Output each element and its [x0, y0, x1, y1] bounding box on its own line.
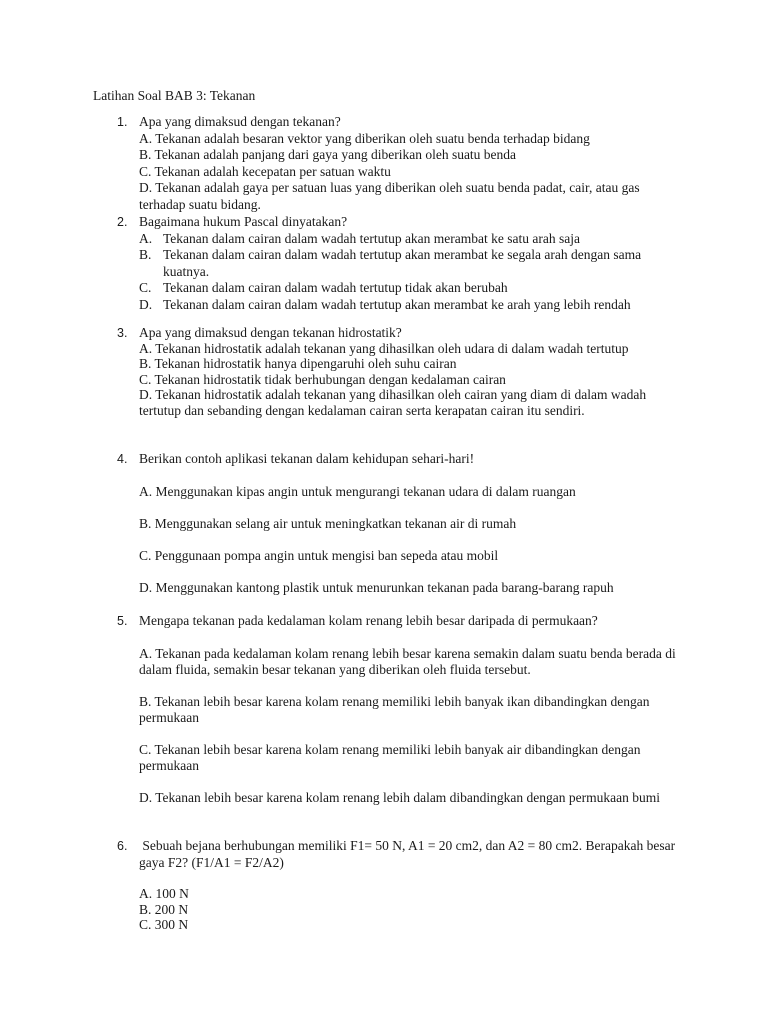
option-b: B. 200 N	[139, 901, 189, 917]
option-c: C. Tekanan lebih besar karena kolam renang memiliki lebih banyak air dibandingkan dengan permukaan	[139, 741, 641, 773]
question-6	[117, 838, 677, 933]
question-number: 3.	[117, 326, 128, 340]
option-b	[139, 247, 677, 280]
option-a: A. 100 N	[139, 886, 189, 901]
option-a	[139, 231, 677, 248]
option-d: D. Tekanan hidrostatik adalah tekanan yang dihasilkan oleh cairan yang diam di dalam wadah tertutup dan sebanding dengan kedalaman cairan serta kerapatan cairan itu sendiri.	[139, 387, 647, 418]
option-text: Tekanan dalam cairan dalam wadah tertutup akan merambat ke satu arah saja	[163, 230, 580, 246]
question-2	[117, 214, 677, 313]
option-c: C. 300 N	[139, 917, 189, 932]
option-d	[139, 297, 677, 314]
question-text: Bagaimana hukum Pascal dinyatakan?	[139, 214, 348, 229]
question-text: Apa yang dimaksud dengan tekanan?	[139, 114, 341, 129]
question-number: 5.	[117, 614, 128, 628]
question-1	[117, 114, 677, 213]
option-a: A. Tekanan adalah besaran vektor yang diberikan oleh suatu benda terhadap bidang	[139, 130, 590, 146]
option-c	[139, 280, 677, 297]
option-b: B. Tekanan lebih besar karena kolam renang memiliki lebih banyak ikan dibandingkan dengan permukaan	[139, 693, 650, 725]
option-text: Tekanan dalam cairan dalam wadah tertutup tidak akan berubah	[163, 280, 508, 295]
question-number: 2.	[117, 215, 128, 229]
question-number: 4.	[117, 452, 128, 466]
question-5	[117, 613, 677, 806]
option-c: C. Tekanan hidrostatik tidak berhubungan dengan kedalaman cairan	[139, 371, 506, 387]
option-c: C. Tekanan adalah kecepatan per satuan waktu	[139, 163, 391, 179]
question-text: Mengapa tekanan pada kedalaman kolam renang lebih besar daripada di permukaan?	[139, 613, 598, 628]
question-text: Sebuah bejana berhubungan memiliki F1= 50 N, A1 = 20 cm2, dan A2 = 80 cm2. Berapakah besar gaya F2? (F1/A1 = F2/A2)	[139, 838, 679, 870]
question-text: Apa yang dimaksud dengan tekanan hidrostatik?	[139, 325, 402, 340]
option-text: Tekanan dalam cairan dalam wadah tertutup akan merambat ke arah yang lebih rendah	[163, 296, 631, 312]
option-d: D. Menggunakan kantong plastik untuk menurunkan tekanan pada barang-barang rapuh	[139, 579, 614, 595]
option-b: B. Menggunakan selang air untuk meningkatkan tekanan air di rumah	[139, 515, 517, 531]
question-4	[117, 451, 677, 596]
option-letter: A.	[139, 230, 153, 246]
question-number: 1.	[117, 115, 128, 129]
question-number: 6.	[117, 839, 128, 853]
document-title: Latihan Soal BAB 3: Tekanan	[93, 88, 256, 103]
option-d: D. Tekanan lebih besar karena kolam renang lebih dalam dibandingkan dengan permukaan bumi	[139, 789, 661, 805]
option-letter: D.	[139, 296, 153, 312]
option-a: A. Menggunakan kipas angin untuk mengurangi tekanan udara di dalam ruangan	[139, 483, 576, 499]
option-a: A. Tekanan pada kedalaman kolam renang lebih besar karena semakin dalam suatu benda berada di dalam fluida, semakin besar tekanan yang diberikan oleh fluida tersebut.	[139, 645, 676, 677]
option-letter: B.	[139, 247, 152, 262]
option-a: A. Tekanan hidrostatik adalah tekanan yang dihasilkan oleh udara di dalam wadah tertutup	[139, 340, 629, 356]
option-c: C. Penggunaan pompa angin untuk mengisi ban sepeda atau mobil	[139, 547, 499, 563]
question-3	[117, 325, 677, 418]
option-d: D. Tekanan adalah gaya per satuan luas yang diberikan oleh suatu benda padat, cair, atau gas terhadap suatu bidang.	[139, 180, 640, 212]
option-b: B. Tekanan adalah panjang dari gaya yang diberikan oleh suatu benda	[139, 147, 517, 162]
option-text: Tekanan dalam cairan dalam wadah tertutup akan merambat ke segala arah dengan sama kuatnya.	[163, 247, 642, 279]
option-b: B. Tekanan hidrostatik hanya dipengaruhi oleh suhu cairan	[139, 356, 457, 371]
option-letter: C.	[139, 280, 152, 295]
question-text: Berikan contoh aplikasi tekanan dalam kehidupan sehari-hari!	[139, 451, 475, 466]
